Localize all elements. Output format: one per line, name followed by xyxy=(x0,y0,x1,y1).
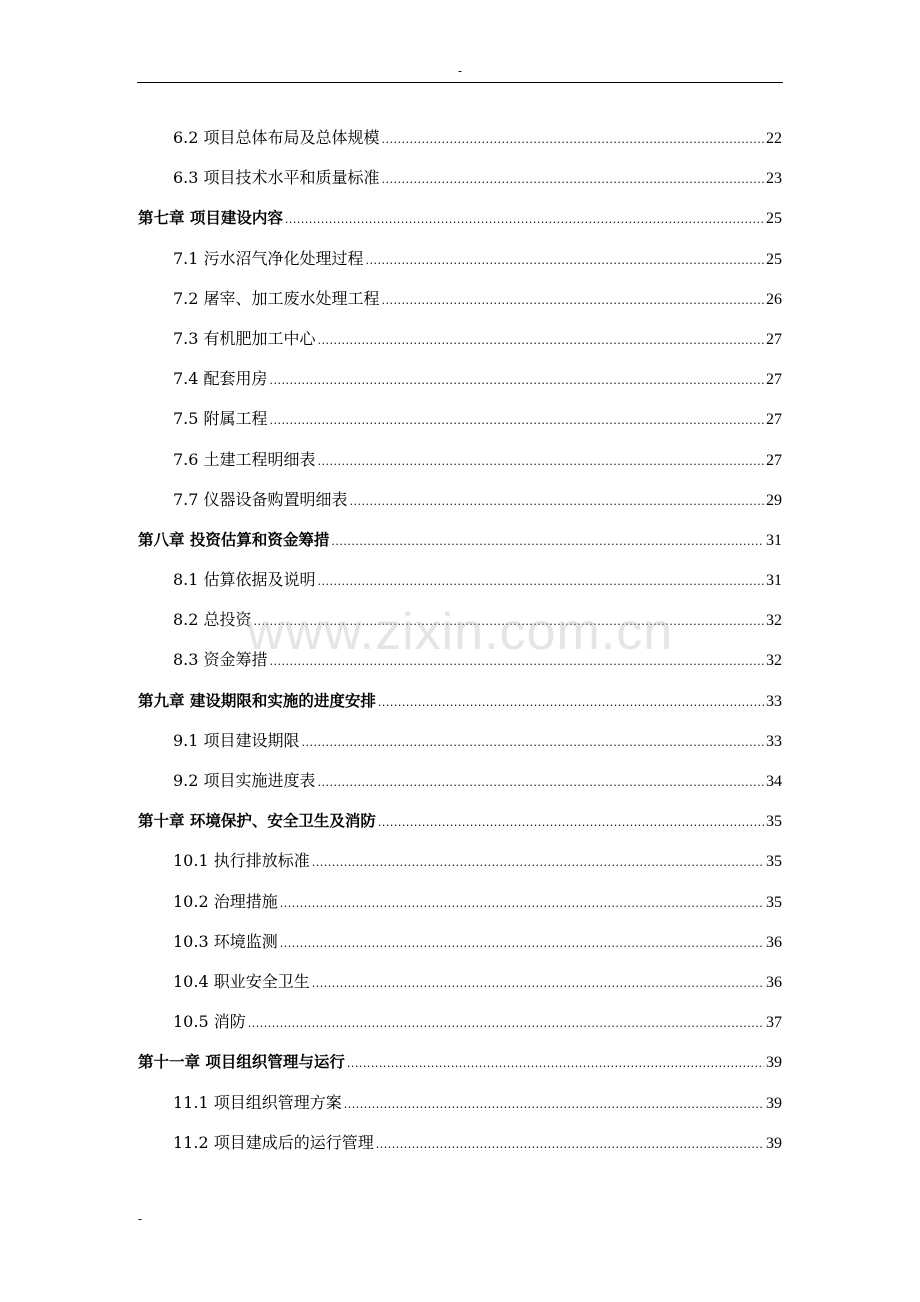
toc-page-number: 33 xyxy=(766,732,782,750)
toc-page-number: 39 xyxy=(766,1054,782,1072)
toc-dot-leader xyxy=(270,640,764,682)
toc-dot-leader xyxy=(318,319,764,361)
watermark: www.zixin.com.cn xyxy=(246,603,674,661)
toc-dot-leader xyxy=(347,1042,764,1084)
toc-dot-leader xyxy=(312,841,764,883)
toc-entry-title: 9.1 项目建设期限 xyxy=(173,730,300,750)
toc-entry-title: 第八章 投资估算和资金筹措 xyxy=(138,530,330,549)
toc-page-number: 34 xyxy=(766,773,782,790)
toc-entry-title: 11.2 项目建成后的运行管理 xyxy=(173,1132,374,1152)
toc-section-entry[interactable] xyxy=(138,882,782,922)
toc-dot-leader xyxy=(376,1123,764,1165)
toc-section-entry[interactable] xyxy=(138,841,782,881)
toc-section-entry[interactable] xyxy=(138,399,782,439)
toc-dot-leader xyxy=(344,1083,764,1125)
toc-dot-leader xyxy=(248,1002,764,1044)
toc-section-entry[interactable] xyxy=(138,319,782,359)
toc-section-entry[interactable] xyxy=(138,359,782,399)
toc-dot-leader xyxy=(280,922,764,964)
toc-section-entry[interactable] xyxy=(138,600,782,640)
toc-page-number: 33 xyxy=(766,692,782,710)
toc-dot-leader xyxy=(382,279,764,321)
toc-entry-title: 8.2 总投资 xyxy=(173,610,252,630)
toc-section-entry[interactable] xyxy=(138,922,782,962)
toc-section-entry[interactable] xyxy=(138,560,782,600)
toc-dot-leader xyxy=(382,118,764,160)
toc-chapter-entry[interactable] xyxy=(138,1042,782,1082)
toc-section-entry[interactable] xyxy=(138,1083,782,1123)
toc-dot-leader xyxy=(382,158,764,200)
toc-dot-leader xyxy=(270,359,764,401)
toc-page-number: 25 xyxy=(766,210,782,228)
toc-dot-leader xyxy=(285,198,764,240)
toc-entry-title: 第九章 建设期限和实施的进度安排 xyxy=(138,691,376,710)
header-rule xyxy=(137,82,783,83)
toc-page-number: 29 xyxy=(766,491,782,509)
toc-dot-leader xyxy=(350,480,764,522)
toc-section-entry[interactable] xyxy=(138,761,782,801)
toc-dot-leader xyxy=(280,882,764,924)
toc-entry-title: 7.1 污水沼气净化处理过程 xyxy=(173,248,364,268)
toc-dot-leader xyxy=(270,399,764,441)
toc-dot-leader xyxy=(318,440,764,482)
toc-page-number: 27 xyxy=(766,330,782,348)
toc-page-number: 31 xyxy=(766,531,782,549)
toc-entry-title: 10.1 执行排放标准 xyxy=(173,851,310,871)
toc-section-entry[interactable] xyxy=(138,1002,782,1042)
toc-dot-leader xyxy=(331,520,764,562)
toc-entry-title: 第十章 环境保护、安全卫生及消防 xyxy=(138,812,376,831)
toc-entry-title: 9.2 项目实施进度表 xyxy=(173,771,316,790)
toc-entry-title: 8.3 资金筹措 xyxy=(173,650,268,670)
toc-page-number: 35 xyxy=(766,813,782,831)
toc-chapter-entry[interactable] xyxy=(138,520,782,560)
toc-dot-leader xyxy=(318,761,764,803)
toc-page-number: 39 xyxy=(766,1094,782,1112)
toc-entry-title: 10.3 环境监测 xyxy=(173,931,278,951)
toc-page-number: 26 xyxy=(766,290,782,308)
toc-page-number: 23 xyxy=(766,170,782,188)
page-footer-mark: - xyxy=(138,1212,143,1226)
toc-page-number: 27 xyxy=(766,411,782,429)
toc-page-number: 32 xyxy=(766,652,782,670)
toc-dot-leader xyxy=(318,560,764,602)
toc-chapter-entry[interactable] xyxy=(138,801,782,841)
toc-page-number: 27 xyxy=(766,371,782,389)
toc-page-number: 35 xyxy=(766,893,782,911)
toc-section-entry[interactable] xyxy=(138,962,782,1002)
toc-page-number: 31 xyxy=(766,572,782,590)
toc-dot-leader xyxy=(366,239,764,281)
toc-entry-title: 7.4 配套用房 xyxy=(173,369,268,389)
toc-dot-leader xyxy=(312,962,764,1004)
toc-page-number: 36 xyxy=(766,933,782,951)
toc-section-entry[interactable] xyxy=(138,239,782,279)
toc-entry-title: 7.5 附属工程 xyxy=(173,409,268,429)
toc-entry-title: 10.5 消防 xyxy=(173,1012,246,1032)
toc-section-entry[interactable] xyxy=(138,480,782,520)
toc-chapter-entry[interactable] xyxy=(138,198,782,238)
toc-section-entry[interactable] xyxy=(138,640,782,680)
toc-section-entry[interactable] xyxy=(138,440,782,480)
toc-entry-title: 10.4 职业安全卫生 xyxy=(173,971,310,991)
toc-page-number: 25 xyxy=(766,250,782,268)
toc-dot-leader xyxy=(378,681,764,723)
toc-page-number: 32 xyxy=(766,612,782,630)
toc-entry-title: 6.3 项目技术水平和质量标准 xyxy=(173,168,380,188)
toc-entry-title: 6.2 项目总体布局及总体规模 xyxy=(173,128,380,147)
toc-entry-title: 7.3 有机肥加工中心 xyxy=(173,328,316,348)
toc-entry-title: 11.1 项目组织管理方案 xyxy=(173,1092,342,1112)
toc-page-number: 22 xyxy=(766,130,782,147)
toc-dot-leader xyxy=(378,801,764,843)
toc-page-number: 27 xyxy=(766,451,782,469)
toc-page-number: 35 xyxy=(766,853,782,871)
toc-entry-title: 第十一章 项目组织管理与运行 xyxy=(138,1053,345,1072)
toc-section-entry[interactable] xyxy=(138,279,782,319)
toc-entry-title: 第七章 项目建设内容 xyxy=(138,209,283,228)
toc-entry-title: 8.1 估算依据及说明 xyxy=(173,570,316,590)
toc-section-entry[interactable] xyxy=(138,721,782,761)
toc-entry-title: 10.2 治理措施 xyxy=(173,891,278,911)
toc-page-number: 36 xyxy=(766,973,782,991)
toc-section-entry[interactable] xyxy=(138,158,782,198)
toc-section-entry[interactable] xyxy=(138,1123,782,1163)
toc-chapter-entry[interactable] xyxy=(138,681,782,721)
page-header-mark: - xyxy=(457,64,463,78)
toc-dot-leader xyxy=(254,600,764,642)
table-of-contents xyxy=(138,118,782,1163)
toc-dot-leader xyxy=(302,721,764,763)
toc-entry-title: 7.7 仪器设备购置明细表 xyxy=(173,489,348,509)
toc-section-entry[interactable] xyxy=(138,118,782,158)
toc-entry-title: 7.6 土建工程明细表 xyxy=(173,449,316,469)
toc-page-number: 37 xyxy=(766,1014,782,1032)
toc-page-number: 39 xyxy=(766,1134,782,1152)
toc-entry-title: 7.2 屠宰、加工废水处理工程 xyxy=(173,288,380,308)
